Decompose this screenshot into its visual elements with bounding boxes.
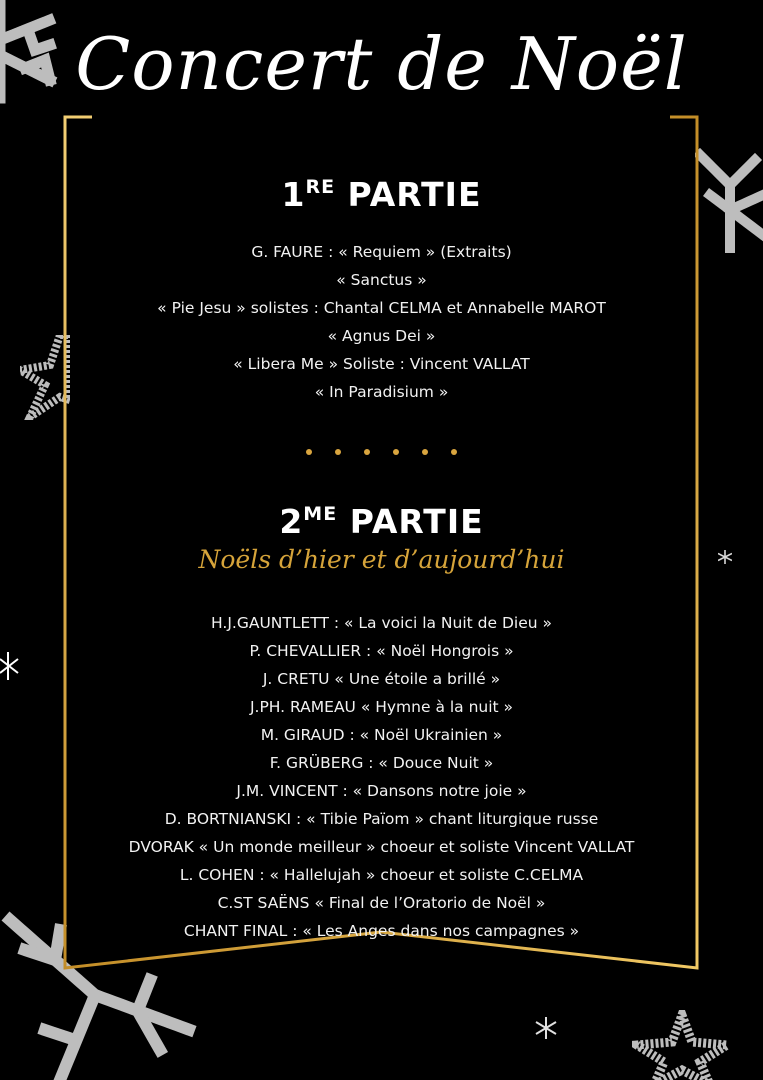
separator-dot [335,449,341,455]
list-item: G. FAURE : « Requiem » (Extraits) [251,243,512,261]
part2-heading-sup: ME [303,503,338,525]
list-item: J.PH. RAMEAU « Hymne à la nuit » [249,698,514,716]
part2-program-list [0,609,763,945]
part2-heading-word: PARTIE [349,502,484,541]
list-item: M. GIRAUD : « Noël Ukrainien » [260,726,503,744]
list-item: C.ST SAËNS « Final de l’Oratorio de Noël » [217,894,546,912]
list-item: « Pie Jesu » solistes : Chantal CELMA et Annabelle MAROT [157,299,606,317]
list-item: D. BORTNIANSKI : « Tibie Païom » chant liturgique russe [164,810,599,828]
list-item: « In Paradisium » [314,383,449,401]
page-title: Concert de Noël [75,22,688,106]
separator-dot [422,449,428,455]
part1-heading-word: PARTIE [347,175,482,214]
list-item: DVORAK « Un monde meilleur » choeur et soliste Vincent VALLAT [128,838,635,856]
part2-subtitle: Noëls d’hier et d’aujourd’hui [198,545,565,574]
part1-heading [0,175,763,214]
separator-dot [306,449,312,455]
dot-separator [303,447,463,459]
list-item: L. COHEN : « Hallelujah » choeur et soliste C.CELMA [179,866,584,884]
part1-program-list [0,238,763,406]
separator-dot [364,449,370,455]
separator-dot [393,449,399,455]
part1-heading-number: 1 [281,175,306,214]
list-item: « Libera Me » Soliste : Vincent VALLAT [233,355,530,373]
list-item: J.M. VINCENT : « Dansons notre joie » [236,782,527,800]
list-item: P. CHEVALLIER : « Noël Hongrois » [249,642,514,660]
separator-dot [451,449,457,455]
part2-heading [0,502,763,541]
part2-heading-number: 2 [279,502,304,541]
list-item: « Sanctus » [336,271,427,289]
list-item: « Agnus Dei » [327,327,436,345]
list-item: CHANT FINAL : « Les Anges dans nos campagnes » [183,922,580,940]
list-item: H.J.GAUNTLETT : « La voici la Nuit de Dieu » [211,614,552,632]
list-item: F. GRÜBERG : « Douce Nuit » [269,754,494,772]
part1-heading-sup: RE [305,176,336,198]
list-item: J. CRETU « Une étoile a brillé » [262,670,501,688]
